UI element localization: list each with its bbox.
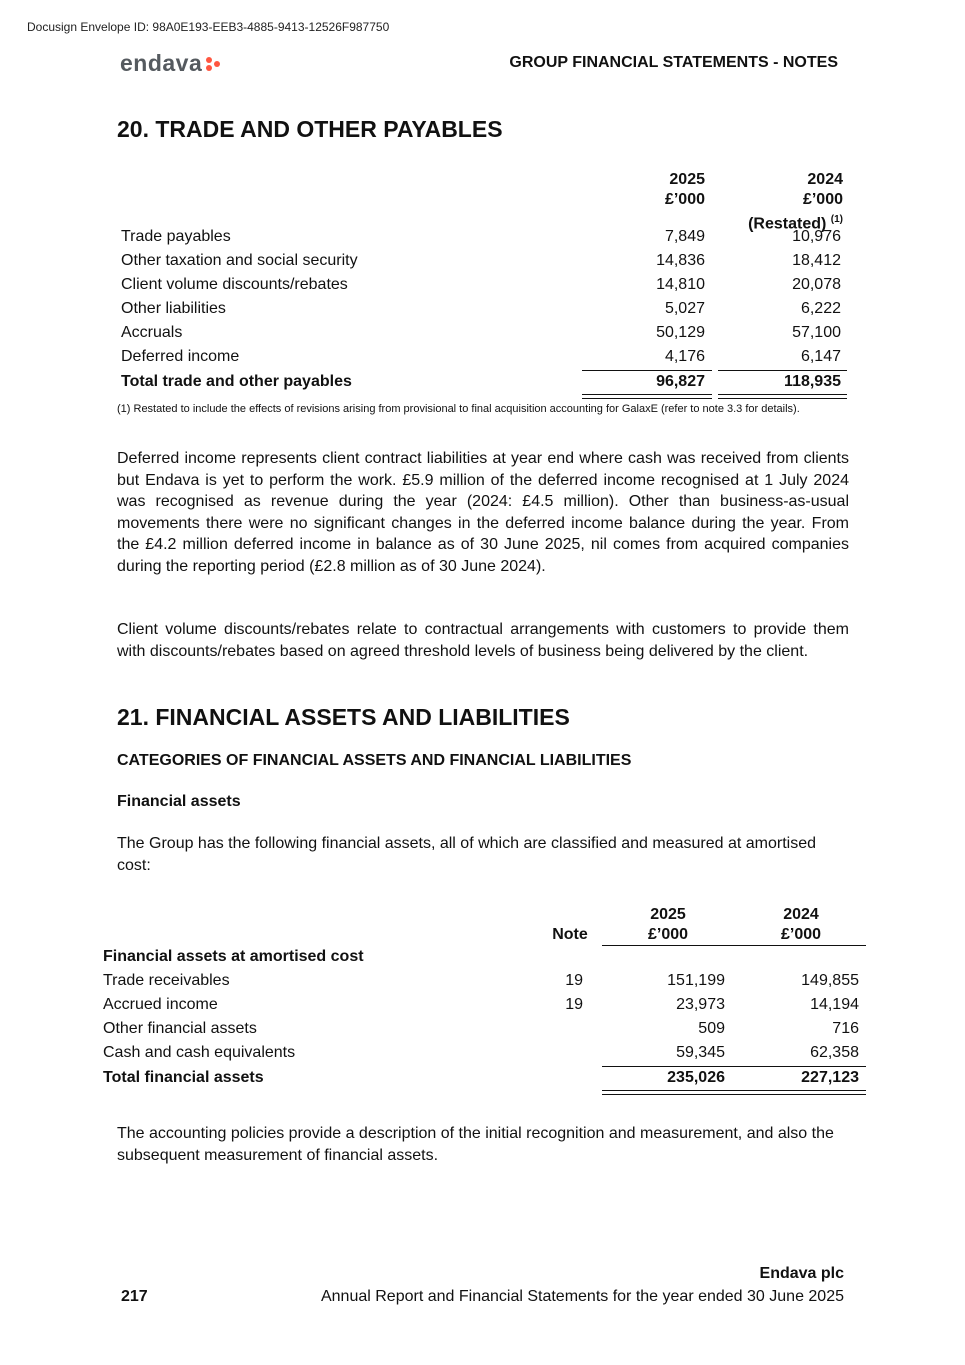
company-logo	[120, 50, 221, 77]
note-header: Note	[552, 926, 588, 943]
deferred-income-paragraph: Deferred income represents client contract liabilities at year end where cash was received from clients but Endava is yet to perform the work. £5.9 million of the deferred income recognised at 1 July 2024 was recognised as revenue during the year (2024: £4.5 million). Other than business-as-usual movements there were no significant changes in the deferred income balance during the year. From the £4.2 million deferred income in balance as of 30 June 2025, nil comes from acquired companies during the reporting period (£2.8 million as of 30 June 2024).	[117, 450, 849, 575]
footnote: (1) Restated to include the effects of revisions arising from provisional to final acquisition accounting for GalaxE (refer to note 3.3 for details).	[117, 403, 800, 415]
table-row: Accruals 50,129 57,100	[121, 324, 841, 341]
col-header-2025: 2025 £’000	[664, 171, 705, 208]
footer-report-title: Annual Report and Financial Statements for the year ended 30 June 2025	[320, 1288, 844, 1305]
section-title-21: 21. FINANCIAL ASSETS AND LIABILITIES	[117, 704, 570, 730]
table-row: Other taxation and social security 14,836 18,412	[121, 252, 841, 269]
page-number: 217	[121, 1288, 148, 1305]
subtotal-rule	[718, 370, 847, 371]
logo-wordmark: endava	[120, 50, 203, 76]
group-label-row: Financial assets at amortised cost	[103, 948, 364, 965]
table-row: Deferred income 4,176 6,147	[121, 348, 841, 365]
total-double-rule	[582, 394, 712, 399]
total-double-rule	[718, 394, 847, 399]
total-row: Total trade and other payables 96,827 118,935	[121, 373, 841, 390]
table-row: Other liabilities 5,027 6,222	[121, 300, 841, 317]
table-row: Other financial assets 509 716	[103, 1020, 859, 1037]
subtotal-rule	[602, 1066, 866, 1067]
section-subtitle: CATEGORIES OF FINANCIAL ASSETS AND FINANCIAL LIABILITIES	[117, 752, 632, 769]
col-header-2025: 2025 £’000	[647, 906, 689, 943]
financial-assets-heading: Financial assets	[117, 793, 241, 810]
discounts-paragraph: Client volume discounts/rebates relate to contractual arrangements with customers to provide them with discounts/rebates based on agreed threshold levels of business being delivered by the client.	[117, 621, 849, 660]
table-row: Client volume discounts/rebates 14,810 20,078	[121, 276, 841, 293]
total-row: Total financial assets 235,026 227,123	[103, 1069, 859, 1086]
table-row: Cash and cash equivalents 59,345 62,358	[103, 1044, 859, 1061]
footer-company: Endava plc	[759, 1265, 844, 1282]
closing-paragraph: The accounting policies provide a description of the initial recognition and measurement, and also the subsequent measurement of financial assets.	[117, 1125, 834, 1164]
header-title: GROUP FINANCIAL STATEMENTS - NOTES	[509, 54, 838, 71]
table-row: Trade payables 7,849 10,976	[121, 228, 841, 245]
logo-mark-icon	[205, 56, 221, 72]
table-row: Trade receivables 19 151,199 149,855	[103, 972, 859, 989]
col-header-2024: 2024 £’000 (Restated) $^{(1)}$	[748, 171, 843, 233]
financial-assets-intro: The Group has the following financial assets, all of which are classified and measured at amortised cost:	[117, 835, 817, 874]
total-double-rule	[602, 1090, 866, 1095]
col-header-2024: 2024 £’000	[780, 906, 822, 943]
table-row: Accrued income 19 23,973 14,194	[103, 996, 859, 1013]
section-title-20: 20. TRADE AND OTHER PAYABLES	[117, 116, 503, 142]
envelope-id: Docusign Envelope ID: 98A0E193-EEB3-4885-9413-12526F987750	[27, 20, 390, 34]
subtotal-rule	[582, 370, 712, 371]
header-rule	[602, 945, 866, 946]
